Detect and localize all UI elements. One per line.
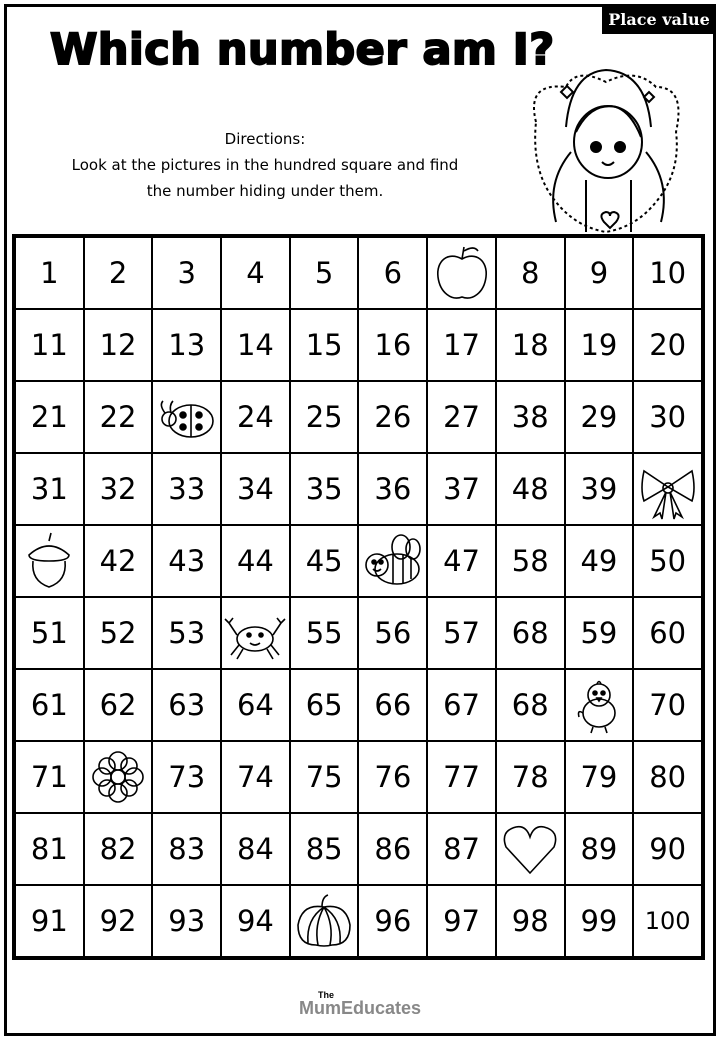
grid-cell-number: 31 bbox=[30, 472, 68, 506]
chick-icon bbox=[567, 673, 631, 737]
grid-cell bbox=[221, 381, 290, 453]
grid-cell bbox=[633, 885, 702, 957]
grid-cell bbox=[427, 597, 496, 669]
grid-cell bbox=[427, 741, 496, 813]
grid-cell-number: 44 bbox=[236, 544, 274, 578]
grid-cell-number: 87 bbox=[443, 832, 480, 866]
grid-cell-hidden bbox=[358, 525, 427, 597]
grid-cell-number: 86 bbox=[374, 832, 412, 866]
grid-cell-number: 85 bbox=[305, 832, 343, 866]
grid-cell bbox=[152, 453, 221, 525]
grid-cell bbox=[358, 381, 427, 453]
grid-cell-number: 30 bbox=[649, 400, 687, 434]
grid-cell-number: 74 bbox=[236, 760, 274, 794]
grid-cell bbox=[358, 741, 427, 813]
grid-cell-number: 93 bbox=[168, 904, 206, 938]
grid-cell-number: 100 bbox=[644, 907, 691, 935]
grid-cell-number: 68 bbox=[511, 688, 549, 722]
grid-cell-number: 36 bbox=[374, 472, 412, 506]
grid-cell-number: 65 bbox=[305, 688, 343, 722]
grid-cell bbox=[15, 669, 84, 741]
grid-cell-number: 83 bbox=[168, 832, 206, 866]
grid-cell bbox=[496, 885, 565, 957]
grid-cell-number: 26 bbox=[374, 400, 412, 434]
grid-cell-number: 22 bbox=[99, 400, 137, 434]
grid-cell bbox=[358, 309, 427, 381]
topic-badge: Place value bbox=[602, 4, 716, 34]
grid-cell-hidden bbox=[633, 453, 702, 525]
grid-cell-number: 57 bbox=[443, 616, 480, 650]
grid-cell-number: 96 bbox=[374, 904, 412, 938]
grid-cell bbox=[152, 525, 221, 597]
grid-cell bbox=[84, 525, 153, 597]
flower-icon bbox=[86, 745, 150, 809]
grid-cell bbox=[15, 309, 84, 381]
grid-cell bbox=[152, 669, 221, 741]
grid-cell-number: 17 bbox=[443, 328, 480, 362]
grid-cell-number: 73 bbox=[168, 760, 206, 794]
logo-brand: MumEducates bbox=[298, 998, 422, 1018]
grid-cell bbox=[565, 381, 634, 453]
grid-cell bbox=[221, 669, 290, 741]
grid-cell-number: 81 bbox=[30, 832, 68, 866]
grid-cell-number: 66 bbox=[374, 688, 412, 722]
grid-cell bbox=[496, 741, 565, 813]
grid-cell-number: 21 bbox=[30, 400, 68, 434]
grid-cell bbox=[290, 453, 359, 525]
grid-cell bbox=[633, 525, 702, 597]
grid-cell-number: 32 bbox=[99, 472, 137, 506]
grid-cell-number: 33 bbox=[168, 472, 206, 506]
grid-cell bbox=[152, 237, 221, 309]
grid-cell-number: 58 bbox=[511, 544, 549, 578]
grid-cell bbox=[15, 597, 84, 669]
grid-cell bbox=[358, 237, 427, 309]
grid-cell-number: 99 bbox=[580, 904, 618, 938]
grid-cell bbox=[633, 381, 702, 453]
bee-icon bbox=[361, 529, 425, 593]
grid-cell bbox=[358, 885, 427, 957]
grid-cell bbox=[358, 813, 427, 885]
grid-cell bbox=[565, 453, 634, 525]
grid-cell bbox=[427, 813, 496, 885]
grid-cell-number: 8 bbox=[521, 256, 540, 290]
grid-cell-number: 43 bbox=[168, 544, 206, 578]
grid-cell bbox=[221, 885, 290, 957]
grid-cell-number: 11 bbox=[30, 328, 68, 362]
grid-cell-number: 1 bbox=[40, 256, 59, 290]
grid-cell-number: 94 bbox=[236, 904, 274, 938]
grid-cell bbox=[84, 381, 153, 453]
grid-cell bbox=[15, 813, 84, 885]
grid-cell-number: 29 bbox=[580, 400, 618, 434]
grid-cell-number: 61 bbox=[30, 688, 68, 722]
grid-cell bbox=[565, 309, 634, 381]
grid-cell-number: 51 bbox=[30, 616, 68, 650]
grid-cell-number: 38 bbox=[511, 400, 549, 434]
grid-cell-number: 55 bbox=[305, 616, 343, 650]
grid-cell-hidden bbox=[84, 741, 153, 813]
grid-cell bbox=[84, 669, 153, 741]
directions-line-1: Look at the pictures in the hundred square and find bbox=[71, 156, 459, 174]
grid-cell-number: 13 bbox=[168, 328, 206, 362]
directions bbox=[40, 126, 490, 204]
grid-cell bbox=[427, 381, 496, 453]
grid-cell bbox=[84, 885, 153, 957]
acorn-icon bbox=[17, 529, 81, 593]
grid-cell bbox=[84, 237, 153, 309]
logo-the: The bbox=[318, 990, 335, 1000]
grid-cell bbox=[358, 597, 427, 669]
grid-cell-number: 84 bbox=[236, 832, 274, 866]
ladybug-icon bbox=[155, 385, 219, 449]
grid-cell bbox=[84, 597, 153, 669]
grid-cell bbox=[565, 741, 634, 813]
directions-line-2: the number hiding under them. bbox=[146, 182, 384, 200]
grid-cell bbox=[290, 669, 359, 741]
grid-cell-number: 20 bbox=[649, 328, 687, 362]
grid-cell bbox=[84, 309, 153, 381]
grid-cell-number: 18 bbox=[511, 328, 549, 362]
apple-icon bbox=[430, 241, 494, 305]
grid-cell-number: 47 bbox=[443, 544, 480, 578]
grid-cell-number: 98 bbox=[511, 904, 549, 938]
grid-cell-number: 48 bbox=[511, 472, 549, 506]
grid-cell bbox=[633, 309, 702, 381]
grid-cell bbox=[427, 669, 496, 741]
grid-cell-number: 79 bbox=[580, 760, 618, 794]
grid-cell-number: 92 bbox=[99, 904, 137, 938]
grid-cell bbox=[152, 813, 221, 885]
grid-cell bbox=[427, 885, 496, 957]
grid-cell bbox=[633, 813, 702, 885]
grid-cell-number: 91 bbox=[30, 904, 68, 938]
grid-cell-number: 45 bbox=[305, 544, 343, 578]
grid-cell-number: 34 bbox=[236, 472, 274, 506]
grid-cell-number: 68 bbox=[511, 616, 549, 650]
grid-cell-number: 90 bbox=[649, 832, 687, 866]
grid-cell bbox=[84, 453, 153, 525]
brand-logo bbox=[0, 990, 720, 1019]
grid-cell-hidden bbox=[565, 669, 634, 741]
grid-cell bbox=[565, 885, 634, 957]
grid-cell bbox=[152, 597, 221, 669]
grid-cell-hidden bbox=[152, 381, 221, 453]
grid-cell-number: 25 bbox=[305, 400, 343, 434]
directions-heading: Directions: bbox=[224, 130, 306, 148]
grid-cell-number: 3 bbox=[177, 256, 196, 290]
grid-cell bbox=[565, 813, 634, 885]
grid-cell bbox=[15, 237, 84, 309]
grid-cell-number: 2 bbox=[108, 256, 128, 290]
grid-cell-hidden bbox=[15, 525, 84, 597]
grid-cell-hidden bbox=[221, 597, 290, 669]
grid-cell bbox=[290, 381, 359, 453]
grid-cell-number: 42 bbox=[99, 544, 137, 578]
grid-cell bbox=[290, 525, 359, 597]
grid-cell bbox=[496, 237, 565, 309]
grid-cell bbox=[565, 525, 634, 597]
grid-cell-number: 12 bbox=[99, 328, 137, 362]
grid-cell-number: 24 bbox=[236, 400, 274, 434]
grid-cell-number: 75 bbox=[305, 760, 343, 794]
grid-cell-number: 14 bbox=[236, 328, 274, 362]
grid-cell-number: 80 bbox=[649, 760, 687, 794]
grid-cell bbox=[221, 813, 290, 885]
girl-illustration-icon bbox=[516, 62, 691, 237]
grid-cell-number: 10 bbox=[649, 256, 687, 290]
grid-cell-number: 53 bbox=[168, 616, 206, 650]
grid-cell-number: 9 bbox=[589, 256, 609, 290]
grid-cell-number: 89 bbox=[580, 832, 618, 866]
grid-cell bbox=[290, 237, 359, 309]
grid-cell bbox=[633, 669, 702, 741]
grid-cell-number: 16 bbox=[374, 328, 412, 362]
grid-cell-number: 52 bbox=[99, 616, 137, 650]
grid-cell-number: 27 bbox=[443, 400, 480, 434]
grid-cell-number: 71 bbox=[30, 760, 68, 794]
grid-cell bbox=[496, 309, 565, 381]
grid-cell bbox=[427, 309, 496, 381]
grid-cell-number: 37 bbox=[443, 472, 480, 506]
grid-cell bbox=[427, 453, 496, 525]
grid-cell-number: 15 bbox=[305, 328, 343, 362]
grid-cell-number: 50 bbox=[649, 544, 687, 578]
grid-cell bbox=[221, 741, 290, 813]
grid-cell-number: 59 bbox=[580, 616, 618, 650]
grid-cell-number: 5 bbox=[314, 256, 334, 290]
grid-cell bbox=[15, 741, 84, 813]
grid-cell bbox=[221, 309, 290, 381]
grid-cell-number: 76 bbox=[374, 760, 412, 794]
grid-cell bbox=[290, 309, 359, 381]
grid-cell bbox=[358, 453, 427, 525]
grid-cell-number: 62 bbox=[99, 688, 137, 722]
grid-cell-number: 64 bbox=[236, 688, 274, 722]
grid-cell-hidden bbox=[496, 813, 565, 885]
grid-cell bbox=[15, 885, 84, 957]
grid-cell bbox=[84, 813, 153, 885]
grid-cell bbox=[290, 741, 359, 813]
grid-cell-hidden bbox=[427, 237, 496, 309]
grid-cell bbox=[496, 381, 565, 453]
grid-cell-number: 63 bbox=[168, 688, 206, 722]
grid-cell bbox=[290, 597, 359, 669]
grid-cell bbox=[633, 741, 702, 813]
grid-cell bbox=[221, 525, 290, 597]
grid-cell bbox=[427, 525, 496, 597]
grid-cell bbox=[290, 813, 359, 885]
grid-cell-number: 4 bbox=[246, 256, 265, 290]
grid-cell bbox=[496, 597, 565, 669]
grid-cell-number: 19 bbox=[580, 328, 618, 362]
grid-cell bbox=[152, 309, 221, 381]
grid-cell bbox=[221, 237, 290, 309]
grid-cell bbox=[565, 597, 634, 669]
grid-cell bbox=[152, 885, 221, 957]
grid-cell bbox=[15, 453, 84, 525]
heart-icon bbox=[498, 817, 562, 881]
grid-cell bbox=[152, 741, 221, 813]
grid-cell-number: 49 bbox=[580, 544, 618, 578]
grid-cell-number: 39 bbox=[580, 472, 618, 506]
grid-cell bbox=[221, 453, 290, 525]
bow-icon bbox=[636, 457, 700, 521]
grid-cell-number: 70 bbox=[649, 688, 687, 722]
grid-cell-number: 82 bbox=[99, 832, 137, 866]
grid-cell-hidden bbox=[290, 885, 359, 957]
grid-cell-number: 77 bbox=[443, 760, 480, 794]
pumpkin-icon bbox=[292, 889, 356, 953]
grid-cell bbox=[496, 669, 565, 741]
grid-cell-number: 97 bbox=[443, 904, 480, 938]
grid-cell-number: 35 bbox=[305, 472, 343, 506]
grid-cell bbox=[15, 381, 84, 453]
grid-cell bbox=[633, 597, 702, 669]
grid-cell-number: 56 bbox=[374, 616, 412, 650]
grid-cell bbox=[565, 237, 634, 309]
grid-cell bbox=[633, 237, 702, 309]
grid-cell-number: 60 bbox=[649, 616, 687, 650]
hundred-square bbox=[12, 234, 705, 960]
grid-cell-number: 6 bbox=[383, 256, 403, 290]
grid-cell bbox=[496, 453, 565, 525]
page-title: Which number am I? bbox=[50, 25, 555, 75]
grid-cell-number: 67 bbox=[443, 688, 480, 722]
grid-cell bbox=[496, 525, 565, 597]
grid-cell-number: 78 bbox=[511, 760, 549, 794]
crab-icon bbox=[223, 601, 287, 665]
grid-cell bbox=[358, 669, 427, 741]
